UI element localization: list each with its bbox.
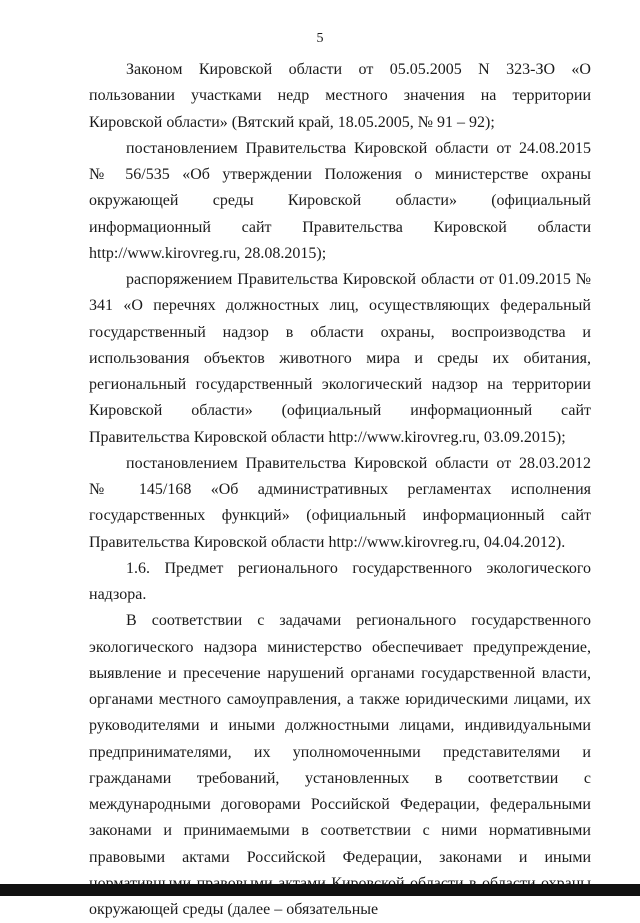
paragraph-law-323: Законом Кировской области от 05.05.2005 N 323-ЗО «О пользовании участками недр местного значения на территории Кировской области» (Вятский край, 18.05.2005, № 91 – 92); [89, 61, 591, 131]
paragraph-resolution-56-535: постановлением Правительства Кировской области от 24.08.2015 № 56/535 «Об утверждении Положения о министерстве охраны окружающей среды Кировской области» (официальный информационный сайт Правительства Кировской области http://www.kirovreg.ru, 28.08.2015); [89, 139, 591, 262]
document-body [89, 57, 591, 923]
paragraph-resolution-145-168: постановлением Правительства Кировской области от 28.03.2012 № 145/168 «Об административных регламентах исполнения государственных функций» (официальный информационный сайт Правительства Кировской области http://www.kirovreg.ru, 04.04.2012). [89, 454, 591, 551]
page-number: 5 [316, 31, 324, 46]
section-heading-1-6: 1.6. Предмет регионального государственного экологического надзора. [89, 559, 591, 603]
paragraph-order-341: распоряжением Правительства Кировской области от 01.09.2015 № 341 «О перечнях должностных лиц, осуществляющих федеральный государственный надзор в области охраны, воспроизводства и использования объектов животного мира и среды их обитания, региональный государственный экологический надзор на территории Кировской области» (официальный информационный сайт Правительства Кировской области http://www.kirovreg.ru, 03.09.2015); [89, 271, 591, 446]
paragraph-supervision-subject: В соответствии с задачами регионального государственного экологического надзора министерство обеспечивает предупреждение, выявление и пресечение нарушений органами государственной власти, органами местного самоуправления, а также юридическими лицами, их руководителями и иными должностными лицами, индивидуальными предпринимателями, их уполномоченными представителями и гражданами требований, установленных в соответствии с международными договорами Российской Федерации, федеральными законами и принимаемыми в соответствии с ними нормативными правовыми актами Российской Федерации, законами и иными окружающей среды (далее – обязательные [89, 612, 591, 918]
bottom-border-bar [0, 884, 640, 896]
